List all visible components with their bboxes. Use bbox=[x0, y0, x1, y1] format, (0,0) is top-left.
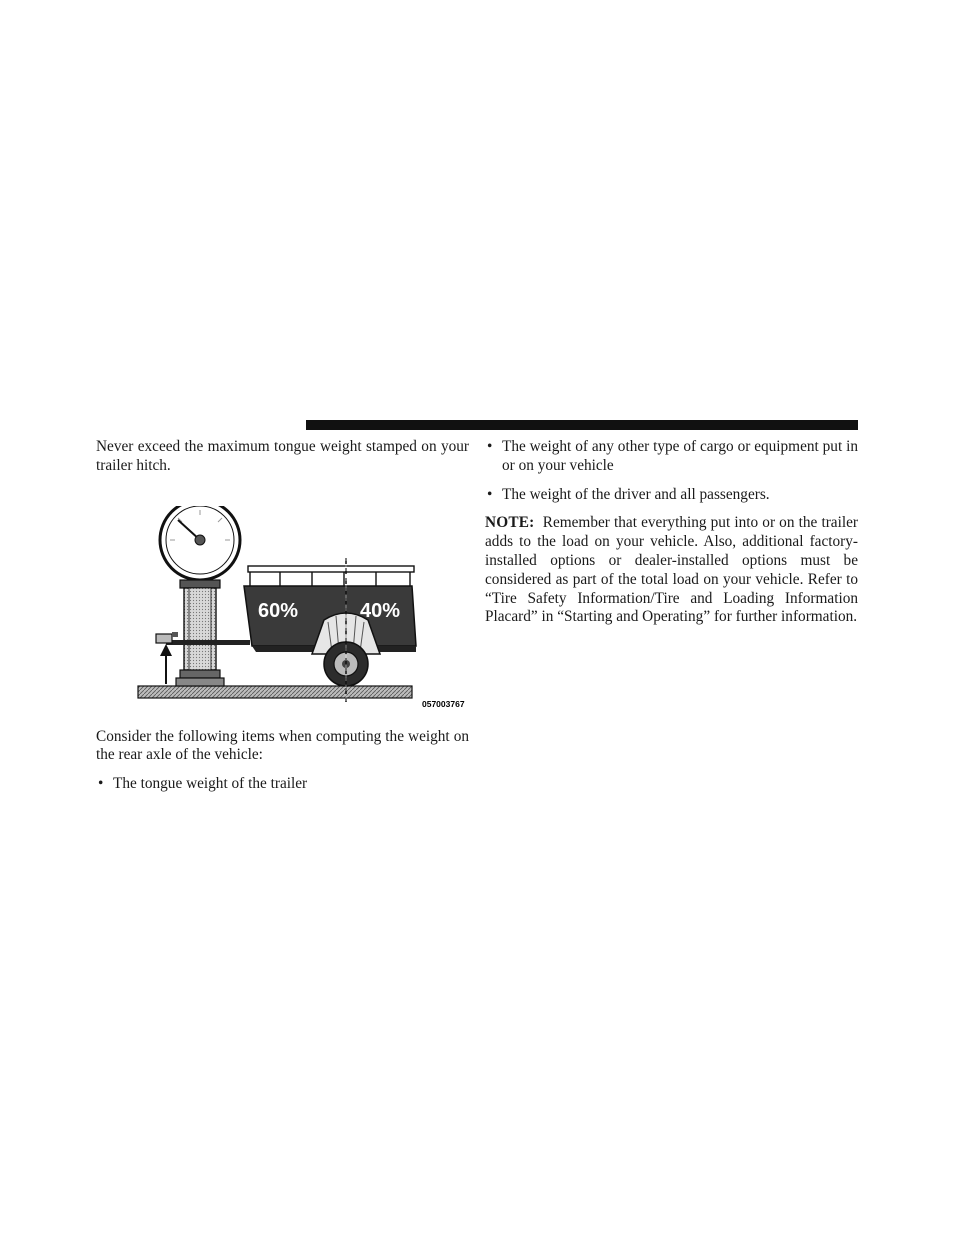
trailer-scale-illustration bbox=[96, 506, 469, 724]
intro-paragraph: Never exceed the maximum tongue weight stamped on your trailer hitch. bbox=[96, 438, 469, 474]
right-column bbox=[485, 438, 858, 627]
consider-paragraph: Consider the following items when computing the weight on the rear axle of the vehicle: bbox=[96, 727, 469, 764]
bullet-icon: • bbox=[98, 775, 104, 793]
note-paragraph bbox=[485, 514, 858, 627]
trailer-tongue bbox=[166, 640, 250, 645]
front-weight-percent: 60% bbox=[258, 599, 299, 622]
section-header-bar bbox=[306, 420, 858, 430]
rear-weight-percent: 40% bbox=[360, 599, 401, 622]
tongue-weight-figure bbox=[96, 506, 469, 724]
left-column bbox=[96, 438, 469, 794]
note-label: NOTE: bbox=[485, 514, 535, 532]
hitch-coupler bbox=[156, 634, 172, 643]
list-item: • The weight of any other type of cargo or equipment put in or on your vehicle bbox=[487, 438, 858, 474]
bullet-icon: • bbox=[487, 485, 493, 503]
note-text: Remember that everything put into or on the trailer adds to the load on your vehicle. Also, additional factory-installed options or dealer-installed options must be considered as part of the total load on your vehicle. Refer to “Tire Safety Information/Tire and Loading Information Placard” in “Starting and Operating” for further information. bbox=[485, 514, 858, 626]
ground-strip bbox=[138, 686, 412, 698]
up-arrow bbox=[160, 644, 172, 684]
figure-id: 057003767 bbox=[422, 698, 465, 709]
list-item: • The tongue weight of the trailer bbox=[98, 775, 308, 793]
bullet-icon: • bbox=[487, 438, 493, 455]
list-item: • The weight of the driver and all passengers. bbox=[487, 485, 770, 503]
scale-gauge bbox=[160, 506, 240, 686]
